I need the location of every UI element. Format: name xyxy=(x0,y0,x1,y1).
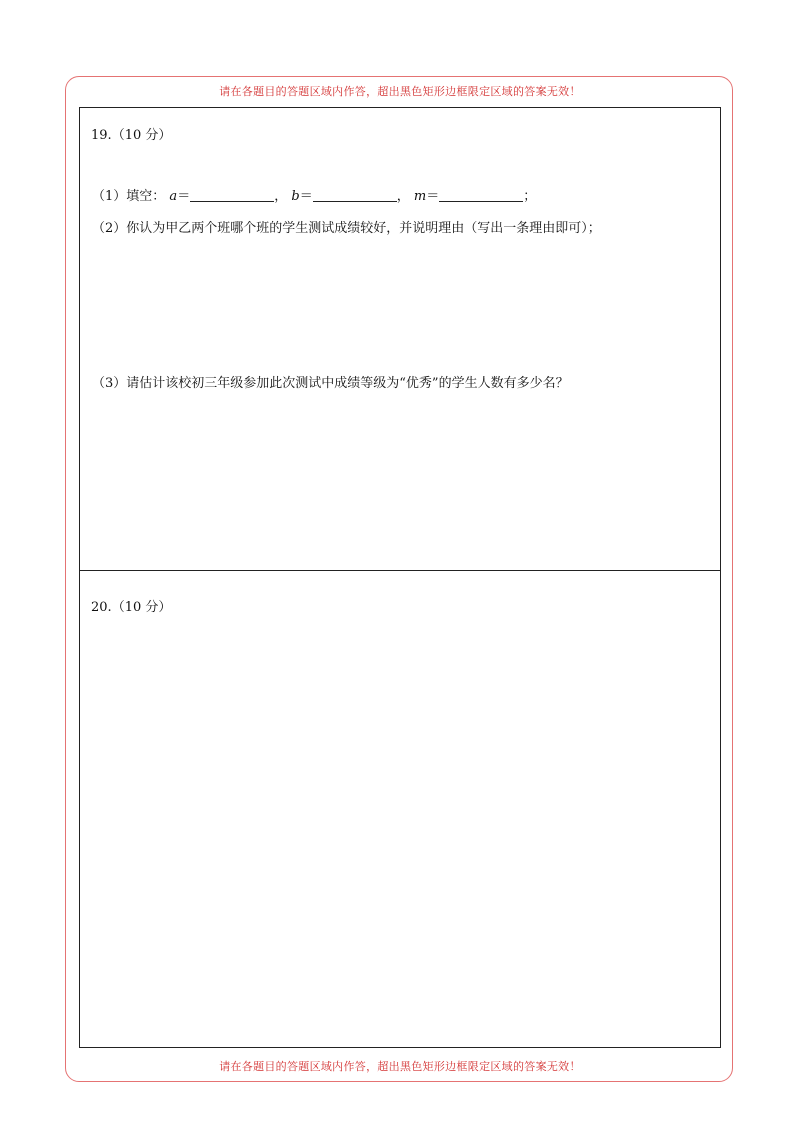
question-19-part-1 xyxy=(92,185,536,204)
blank-a[interactable] xyxy=(190,187,274,202)
question-19-score: （10 分） xyxy=(111,128,172,143)
equals-sign-m: ＝ xyxy=(426,189,440,204)
bottom-warning-text: 请在各题目的答题区域内作答，超出黑色矩形边框限定区域的答案无效！ xyxy=(219,1060,581,1073)
top-warning-text: 请在各题目的答题区域内作答，超出黑色矩形边框限定区域的答案无效！ xyxy=(219,85,581,98)
question-20-score: （10 分） xyxy=(111,600,172,615)
question-20-header xyxy=(91,596,171,615)
question-20-answer-box[interactable] xyxy=(79,570,721,1048)
blank-m[interactable] xyxy=(439,187,523,202)
equals-sign-b: ＝ xyxy=(299,189,313,204)
question-19-part-2: （2）你认为甲乙两个班哪个班的学生测试成绩较好，并说明理由（写出一条理由即可）； xyxy=(92,221,601,236)
part-1-prefix: （1）填空： xyxy=(92,189,166,204)
blank-b[interactable] xyxy=(313,187,397,202)
question-19-answer-box[interactable] xyxy=(79,107,721,571)
equals-sign-a: ＝ xyxy=(177,189,191,204)
question-20-number: 20. xyxy=(91,600,112,615)
question-19-number: 19. xyxy=(91,128,112,143)
variable-a: a xyxy=(169,189,178,204)
variable-b: b xyxy=(291,189,300,204)
variable-m: m xyxy=(413,189,427,204)
question-19-header xyxy=(91,124,171,143)
semicolon-end: ； xyxy=(523,189,537,204)
question-19-part-3: （3）请估计该校初三年级参加此次测试中成绩等级为“优秀”的学生人数有多少名？ xyxy=(92,376,569,391)
comma-a: ， xyxy=(274,189,288,204)
comma-b: ， xyxy=(396,189,410,204)
